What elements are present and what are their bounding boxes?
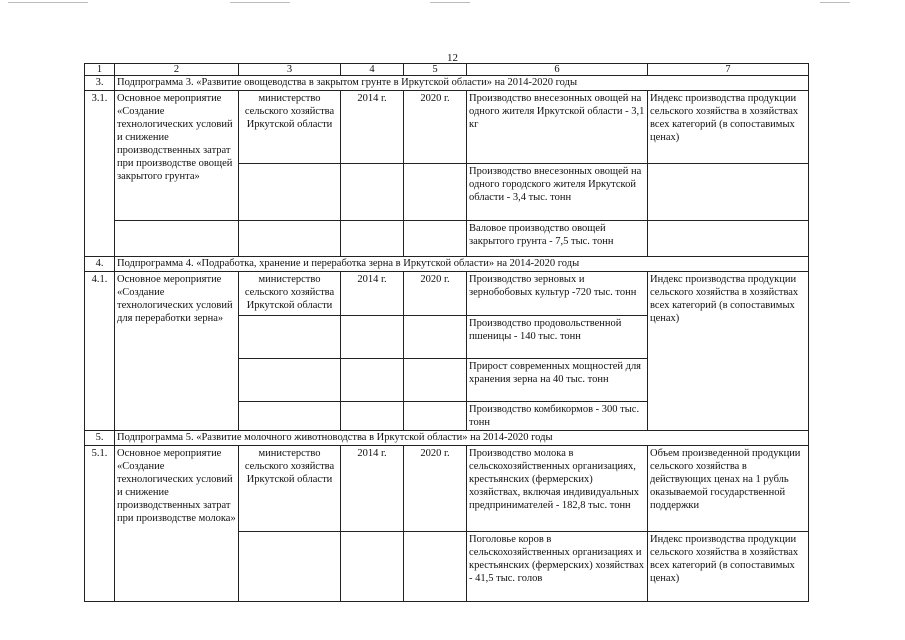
item-number: 5.1. bbox=[85, 446, 115, 602]
indicator-cell: Производство внесезонных овощей на одного городского жителя Иркутской области - 3,4 тыс. тонн bbox=[467, 164, 648, 221]
column-header: 5 bbox=[404, 64, 467, 76]
column-header: 1 bbox=[85, 64, 115, 76]
column-header: 6 bbox=[467, 64, 648, 76]
column-header: 2 bbox=[115, 64, 239, 76]
column-header: 4 bbox=[341, 64, 404, 76]
empty-cell bbox=[404, 359, 467, 402]
subprogram-row bbox=[85, 257, 809, 272]
section-number: 4. bbox=[85, 257, 115, 272]
empty-cell bbox=[239, 221, 341, 257]
empty-cell bbox=[404, 532, 467, 602]
target-cell: Индекс производства продукции сельского хозяйства в хозяйствах всех категорий (в сопоставимых ценах) bbox=[648, 91, 809, 164]
empty-cell bbox=[404, 221, 467, 257]
activity-cell: Основное мероприятие «Создание технологических условий и снижение производственных затрат при производстве овощей закрытого грунта» bbox=[115, 91, 239, 221]
column-header: 7 bbox=[648, 64, 809, 76]
empty-cell bbox=[239, 316, 341, 359]
table-row bbox=[85, 221, 809, 257]
indicator-cell: Производство молока в сельскохозяйственных организациях, крестьянских (фермерских) хозяйствах, включая индивидуальных предпринимателей - 182,8 тыс. тонн bbox=[467, 446, 648, 532]
empty-cell bbox=[341, 402, 404, 431]
empty-cell bbox=[239, 532, 341, 602]
empty-cell bbox=[239, 359, 341, 402]
start-year: 2014 г. bbox=[341, 272, 404, 316]
subprogram-title: Подпрограмма 5. «Развитие молочного животноводства в Иркутской области» на 2014-2020 годы bbox=[115, 431, 809, 446]
start-year: 2014 г. bbox=[341, 91, 404, 164]
page-number: 12 bbox=[447, 52, 458, 64]
table-row bbox=[85, 272, 809, 316]
empty-cell bbox=[341, 221, 404, 257]
activity-cell: Основное мероприятие «Создание технологических условий и снижение производственных затрат при производстве молока» bbox=[115, 446, 239, 602]
section-number: 3. bbox=[85, 76, 115, 91]
empty-cell bbox=[341, 359, 404, 402]
indicator-cell: Производство продовольственной пшеницы - 140 тыс. тонн bbox=[467, 316, 648, 359]
empty-cell bbox=[341, 316, 404, 359]
column-number-row bbox=[85, 64, 809, 76]
table-row bbox=[85, 446, 809, 532]
item-number: 3.1. bbox=[85, 91, 115, 257]
activity-cell: Основное мероприятие «Создание технологических условий для переработки зерна» bbox=[115, 272, 239, 431]
subprogram-row bbox=[85, 431, 809, 446]
empty-cell bbox=[239, 164, 341, 221]
executor-cell: министерство сельского хозяйства Иркутской области bbox=[239, 272, 341, 316]
item-number: 4.1. bbox=[85, 272, 115, 431]
executor-cell: министерство сельского хозяйства Иркутской области bbox=[239, 91, 341, 164]
section-number: 5. bbox=[85, 431, 115, 446]
empty-cell bbox=[115, 221, 239, 257]
empty-cell bbox=[404, 164, 467, 221]
empty-cell bbox=[341, 164, 404, 221]
indicator-cell: Прирост современных мощностей для хранения зерна на 40 тыс. тонн bbox=[467, 359, 648, 402]
table-row bbox=[85, 91, 809, 164]
column-header: 3 bbox=[239, 64, 341, 76]
end-year: 2020 г. bbox=[404, 91, 467, 164]
indicator-cell: Производство внесезонных овощей на одного жителя Иркутской области - 3,1 кг bbox=[467, 91, 648, 164]
empty-cell bbox=[648, 221, 809, 257]
program-table bbox=[84, 63, 809, 602]
indicator-cell: Поголовье коров в сельскохозяйственных организациях и крестьянских (фермерских) хозяйствах - 41,5 тыс. голов bbox=[467, 532, 648, 602]
empty-cell bbox=[404, 316, 467, 359]
empty-cell bbox=[404, 402, 467, 431]
subprogram-title: Подпрограмма 4. «Подработка, хранение и переработка зерна в Иркутской области» на 2014-2020 годы bbox=[115, 257, 809, 272]
empty-cell bbox=[648, 164, 809, 221]
indicator-cell: Валовое производство овощей закрытого грунта - 7,5 тыс. тонн bbox=[467, 221, 648, 257]
executor-cell: министерство сельского хозяйства Иркутской области bbox=[239, 446, 341, 532]
target-cell: Индекс производства продукции сельского хозяйства в хозяйствах всех категорий (в сопоставимых ценах) bbox=[648, 272, 809, 431]
subprogram-title: Подпрограмма 3. «Развитие овощеводства в закрытом грунте в Иркутской области» на 2014-2020 годы bbox=[115, 76, 809, 91]
empty-cell bbox=[239, 402, 341, 431]
end-year: 2020 г. bbox=[404, 272, 467, 316]
end-year: 2020 г. bbox=[404, 446, 467, 532]
indicator-cell: Производство комбикормов - 300 тыс. тонн bbox=[467, 402, 648, 431]
scan-edge-marks bbox=[0, 2, 905, 6]
empty-cell bbox=[341, 532, 404, 602]
target-cell: Объем произведенной продукции сельского хозяйства в действующих ценах на 1 рубль оказываемой государственной поддержки bbox=[648, 446, 809, 532]
start-year: 2014 г. bbox=[341, 446, 404, 532]
target-cell: Индекс производства продукции сельского хозяйства в хозяйствах всех категорий (в сопоставимых ценах) bbox=[648, 532, 809, 602]
subprogram-row bbox=[85, 76, 809, 91]
indicator-cell: Производство зерновых и зернобобовых культур -720 тыс. тонн bbox=[467, 272, 648, 316]
